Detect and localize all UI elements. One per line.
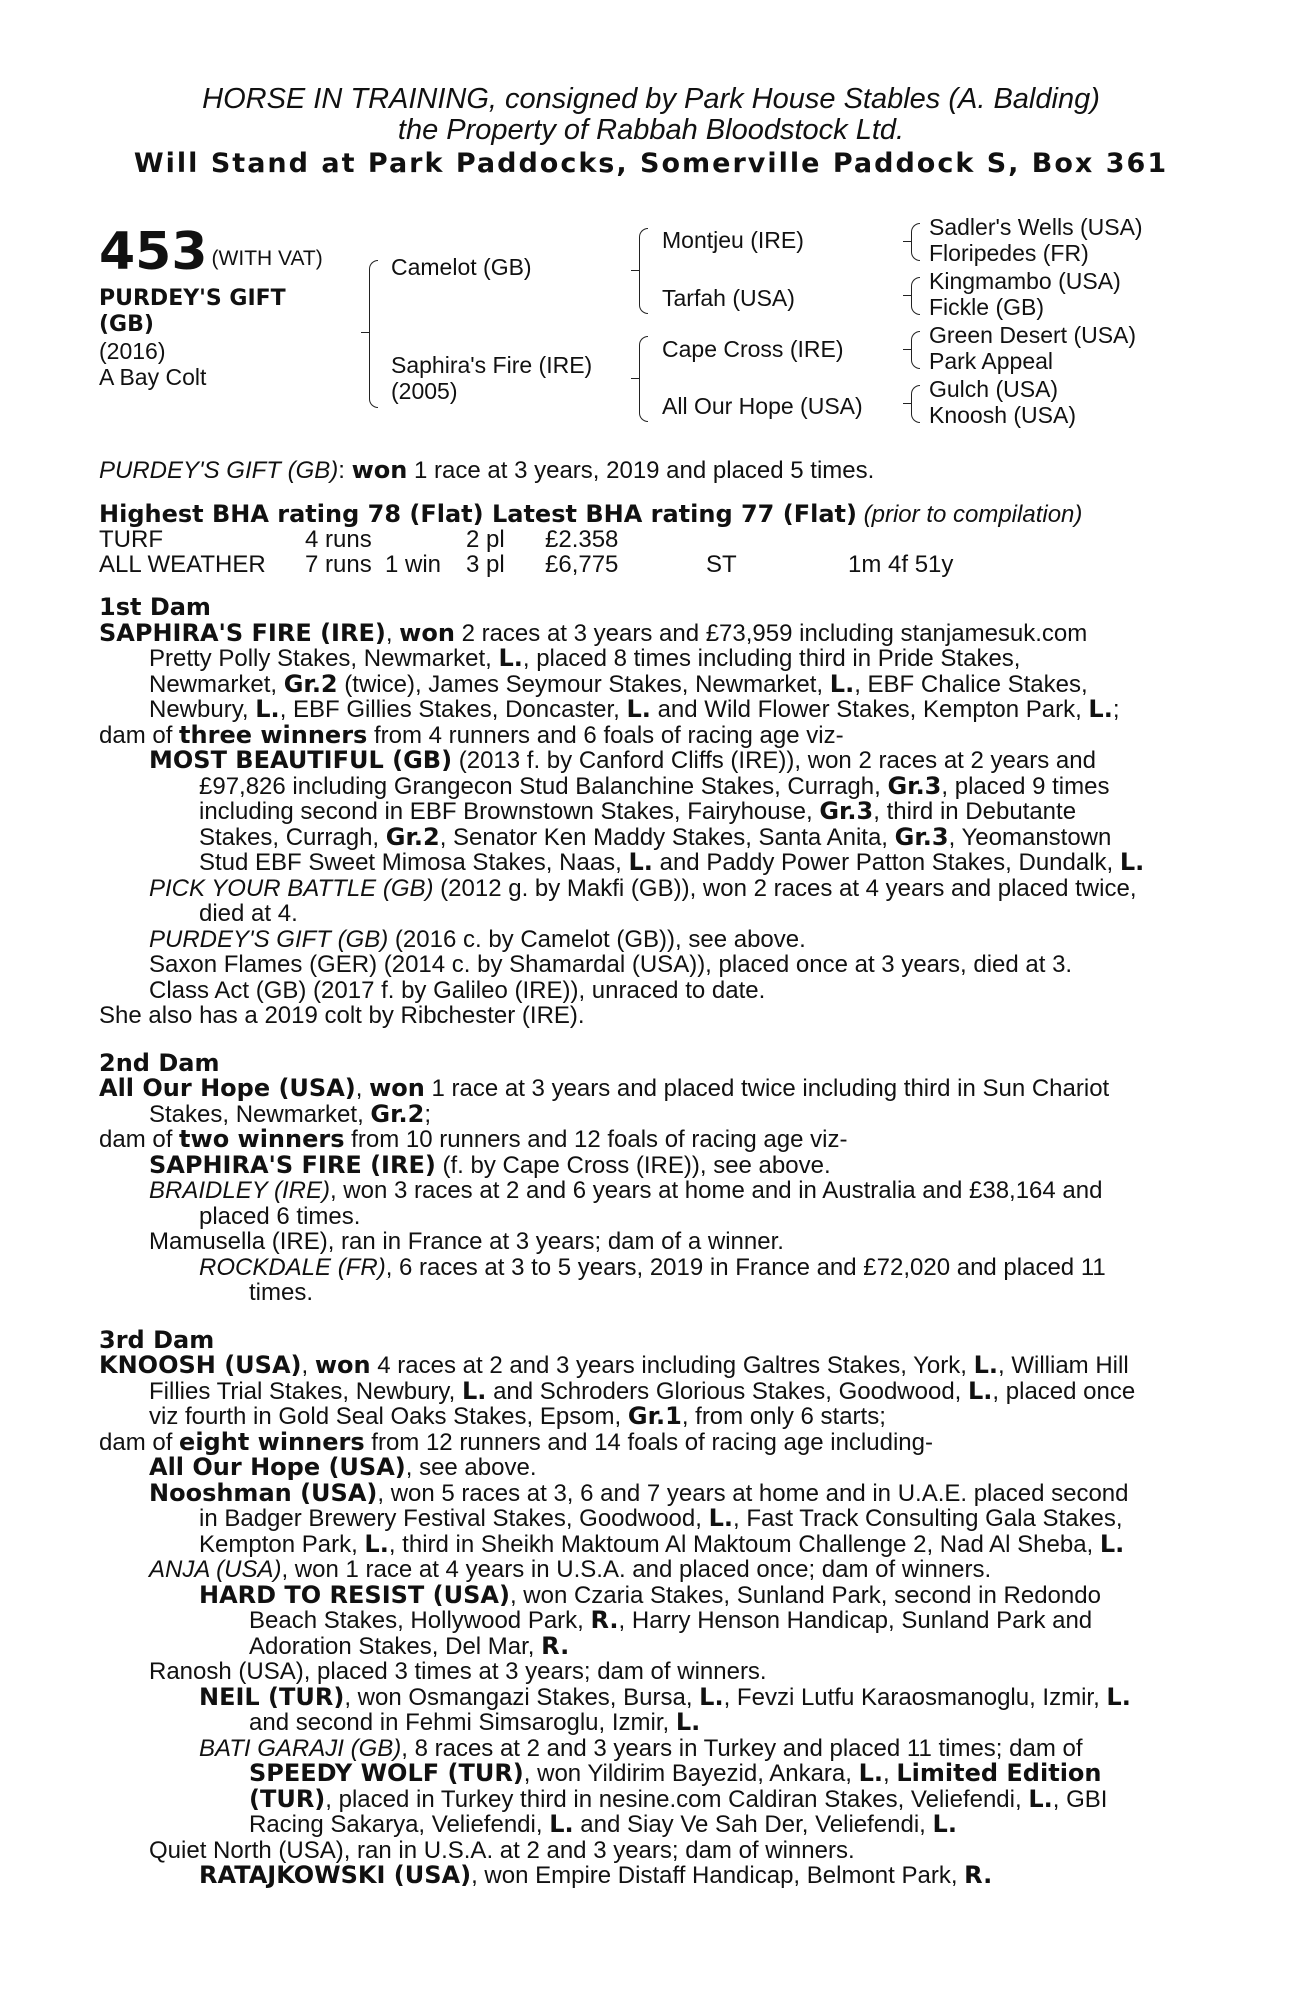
dam-record-line: viz fourth in Gold Seal Oaks Stakes, Epsom, Gr.1, from only 6 starts; (149, 1402, 886, 1430)
progeny-entry: Class Act (GB) (2017 f. by Galileo (IRE)), unraced to date. (149, 976, 766, 1004)
dds-name: Gulch (USA) (929, 376, 1059, 402)
brace-tick (631, 378, 639, 379)
dam-record-line: Newmarket, Gr.2 (twice), James Seymour Stakes, Newmarket, L., EBF Chalice Stakes, (149, 669, 1088, 698)
pedigree-block (99, 214, 1203, 454)
sds-name: Kingmambo (USA) (929, 268, 1121, 294)
brace-tick (903, 349, 911, 350)
foaling-year: (2016) (99, 338, 166, 364)
catalogue-page (99, 84, 1203, 1889)
progeny-entry: ANJA (USA), won 1 race at 4 years in U.S.A. and placed once; dam of winners. (149, 1556, 992, 1583)
lot-number: 453 (99, 222, 208, 282)
dam-record-line: Stakes, Newmarket, Gr.2; (149, 1099, 432, 1128)
sdd-name: Fickle (GB) (929, 294, 1044, 320)
dam-record-line: All Our Hope (USA), won 1 race at 3 years and placed twice including third in Sun Chariot (99, 1074, 1110, 1102)
second-dam-section (99, 1048, 1203, 1306)
sire-name: Camelot (GB) (391, 254, 532, 280)
progeny-entry: Saxon Flames (GER) (2014 c. by Shamardal (USA)), placed once at 3 years, died at 3. (149, 951, 1073, 978)
vat-label: (WITH VAT) (211, 247, 323, 270)
stats-row-turf: TURF 4 runs 2 pl £2.358 (99, 526, 619, 553)
dam-record-line: KNOOSH (USA), won 4 races at 2 and 3 years including Galtres Stakes, York, L., William Hill (99, 1351, 1129, 1379)
dam-record-line: SAPHIRA'S FIRE (IRE), won 2 races at 3 years and £73,959 including stanjamesuk.com (99, 618, 1088, 647)
brace-tick (631, 270, 639, 271)
lot-info (99, 222, 339, 390)
section-heading: 2nd Dam (99, 1048, 220, 1077)
dam-line-brace (639, 336, 648, 422)
first-dam-section (99, 595, 1203, 1029)
brace-tick (903, 241, 911, 242)
progeny-entry: SAPHIRA'S FIRE (IRE) (f. by Cape Cross (IRE)), see above. (149, 1150, 831, 1179)
progeny-entry: PICK YOUR BATTLE (GB) (2012 g. by Makfi (GB)), won 2 races at 4 years and placed twice, died at 4. (149, 874, 1137, 927)
sire-sire: Montjeu (IRE) (662, 227, 804, 253)
section-heading: 3rd Dam (99, 1325, 215, 1354)
sire-dam: Tarfah (USA) (662, 285, 795, 311)
dam-sire: Cape Cross (IRE) (662, 336, 844, 362)
dam-name: Saphira's Fire (IRE) (391, 352, 593, 378)
property-line: the Property of Rabbah Bloodstock Ltd. (397, 114, 905, 146)
brace-tick (903, 403, 911, 404)
progeny-entry: BRAIDLEY (IRE), won 3 races at 2 and 6 years at home and in Australia and £38,164 and placed 6 times. (149, 1177, 1103, 1230)
gen3-brace (911, 277, 920, 315)
sss-name: Sadler's Wells (USA) (929, 214, 1143, 240)
brace-tick (361, 332, 369, 333)
dam-year: (2005) (391, 378, 458, 404)
gen3-brace (911, 223, 920, 261)
grand-progeny-entry: NEIL (TUR), won Osmangazi Stakes, Bursa, L., Fevzi Lutfu Karaosmanoglu, Izmir, L. and second in Fehmi Simsaroglu, Izmir, L. BATI GARAJI (GB), 8 races at 2 and 3 years in Turkey and placed 11 times; dam of (199, 1682, 1131, 1762)
grand-progeny-entry: ROCKDALE (FR), 6 races at 3 to 5 years, 2019 in France and £72,020 and placed 11 times. (199, 1253, 1106, 1306)
also-note: She also has a 2019 colt by Ribchester (IRE). (99, 1002, 585, 1029)
grand-progeny-entry: HARD TO RESIST (USA), won Czaria Stakes, Sunland Park, second in Redondo Beach Stakes, Hollywood Park, R., Harry Henson Handicap, Sunland Park and Adoration Stakes, Del Mar, R. (199, 1580, 1101, 1660)
dam-of-line: dam of three winners from 4 runners and 6 foals of racing age viz- (99, 720, 844, 749)
dam-record-line: Fillies Trial Stakes, Newbury, L. and Schroders Glorious Stakes, Goodwood, L., placed once (149, 1376, 1136, 1405)
gen3-brace (911, 331, 920, 369)
progeny-entry: Mamusella (IRE), ran in France at 3 years; dam of a winner. (149, 1228, 784, 1255)
dsd-name: Park Appeal (929, 348, 1054, 374)
progeny-entry: MOST BEAUTIFUL (GB) (2013 f. by Canford Cliffs (IRE)), won 2 races at 2 years and £97,826 including Grangecon Stud Balanchine Stakes, Curragh, Gr.3, placed 9 times including second in EBF Brownstown Stakes, Fairyhouse, Gr.3, third in Debutante Stakes, Curragh, Gr.2, Senator Ken Maddy Stakes, Santa Anita, Gr.3, Yeomanstown Stud EBF Sweet Mimosa Stakes, Naas, L. and Paddy Power Patton Stakes, Dundalk, L. (149, 746, 1145, 876)
dam-of-line: dam of eight winners from 12 runners and 14 foals of racing age including- (99, 1427, 933, 1456)
dam-record-line: Newbury, L., EBF Gillies Stakes, Doncaster, L. and Wild Flower Stakes, Kempton Park, L.; (149, 695, 1120, 723)
stats-row-all-weather: ALL WEATHER 7 runs 1 win 3 pl £6,775 ST 1m 4f 51y (99, 551, 954, 578)
sire-line-brace (639, 228, 648, 314)
ddd-name: Knoosh (USA) (929, 402, 1077, 428)
bha-ratings: Highest BHA rating 78 (Flat) Latest BHA rating 77 (Flat) (prior to compilation) (99, 499, 1083, 528)
dam-of-line: dam of two winners from 10 runners and 12 foals of racing age viz- (99, 1125, 848, 1153)
progeny-entry: Nooshman (USA), won 5 races at 3, 6 and 7 years at home and in U.A.E. placed second in Badger Brewery Festival Stakes, Goodwood, L., Fast Track Consulting Gala Stakes, Kempton Park, L., third in Sheikh Maktoum Al Maktoum Challenge 2, Nad Al Sheba, L. (149, 1478, 1129, 1558)
location-line: Will Stand at Park Paddocks, Somerville Paddock S, Box 361 (133, 148, 1169, 179)
dam-dam: All Our Hope (USA) (662, 393, 863, 419)
progeny-entry: PURDEY'S GIFT (GB) (2016 c. by Camelot (GB)), see above. (149, 925, 806, 953)
dam-record-line: Pretty Polly Stakes, Newmarket, L., placed 8 times including third in Pride Stakes, (149, 644, 1021, 672)
progeny-entry: All Our Hope (USA), see above. (149, 1453, 537, 1481)
horse-name: PURDEY'S GIFT (GB) (99, 286, 286, 337)
progeny-entry: Ranosh (USA), placed 3 times at 3 years; dam of winners. (149, 1658, 767, 1685)
consignor-line: HORSE IN TRAINING, consigned by Park House Stables (A. Balding) (202, 83, 1100, 115)
progeny-entry: Quiet North (USA), ran in U.S.A. at 2 and 3 years; dam of winners. (149, 1836, 855, 1864)
third-dam-section (99, 1325, 1203, 1889)
great-grand-progeny-entry: SPEEDY WOLF (TUR), won Yildirim Bayezid, Ankara, L., Limited Edition (TUR), placed in Turkey third in nesine.com Caldiran Stakes, Veliefendi, L., GBI Racing Sakarya, Veliefendi, L. and Siay Ve Sah Der, Veliefendi, L. (249, 1759, 1108, 1838)
brace-tick (903, 295, 911, 296)
ssd-name: Floripedes (FR) (929, 240, 1089, 266)
race-summary: PURDEY'S GIFT (GB): won 1 race at 3 years, 2019 and placed 5 times. (99, 456, 875, 484)
gen3-brace (911, 385, 920, 423)
sire-dam-brace (369, 260, 378, 408)
dss-name: Green Desert (USA) (929, 322, 1137, 348)
section-heading: 1st Dam (99, 593, 211, 621)
grand-progeny-entry: RATAJKOWSKI (USA), won Empire Distaff Handicap, Belmont Park, R. (199, 1861, 993, 1889)
horse-sex: A Bay Colt (99, 364, 207, 390)
